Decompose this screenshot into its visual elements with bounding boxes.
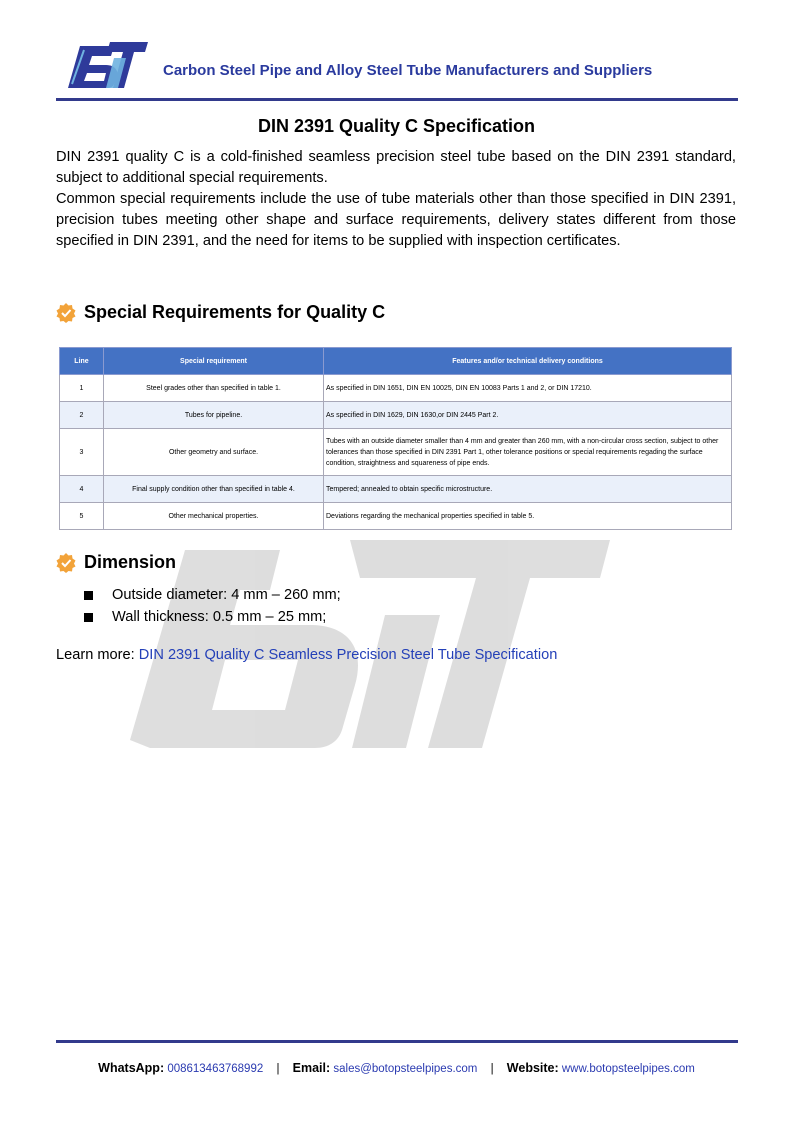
intro-paragraph: Common special requirements include the use of tube materials other than those specified in DIN 2391, precision tubes meeting other shape and surface requirements, delivery states different from those specified in DIN 2391, and the need for items to be supplied with inspection certificates. — [56, 191, 736, 249]
footer-separator: | — [490, 1063, 494, 1075]
table-header-row — [60, 348, 732, 375]
table-cell: Steel grades other than specified in table 1. — [104, 375, 324, 402]
section-heading-text: Special Requirements for Quality C — [84, 302, 386, 322]
intro-text — [56, 147, 736, 252]
table-cell: Tubes for pipeline. — [104, 402, 324, 429]
list-item-text: Wall thickness: 0.5 mm – 25 mm; — [112, 609, 327, 625]
table-cell: 3 — [60, 429, 104, 476]
footer-divider — [56, 1040, 738, 1043]
table-cell: 1 — [60, 375, 104, 402]
section-heading-dimension — [56, 552, 176, 573]
table-cell: Tubes with an outside diameter smaller than 4 mm and greater than 260 mm, with a non-circular cross section, subject to other tolerances than those specified in DIN 2391 Part 1, other tolerance positions or special requirements regading the surface condition, straightness and squareness of pipe ends. — [324, 429, 732, 476]
learn-more — [56, 647, 557, 663]
table-cell: Final supply condition other than specified in table 4. — [104, 476, 324, 503]
learn-more-link[interactable]: DIN 2391 Quality C Seamless Precision Steel Tube Specification — [138, 647, 558, 663]
section-heading-requirements — [56, 302, 385, 323]
table-cell: 5 — [60, 503, 104, 530]
list-item — [84, 584, 341, 606]
company-logo — [64, 40, 148, 90]
header-divider — [56, 98, 738, 101]
table-cell: As specified in DIN 1651, DIN EN 10025, DIN EN 10083 Parts 1 and 2, or DIN 17210. — [324, 375, 732, 402]
table-cell: 4 — [60, 476, 104, 503]
table-row — [60, 476, 732, 503]
website-label: Website: — [506, 1061, 559, 1075]
list-item — [84, 606, 341, 628]
table-cell: Tempered; annealed to obtain specific microstructure. — [324, 476, 732, 503]
table-cell: Other geometry and surface. — [104, 429, 324, 476]
footer-separator: | — [276, 1063, 280, 1075]
website-link[interactable]: www.botopsteelpipes.com — [561, 1063, 695, 1075]
square-bullet-icon — [84, 613, 93, 622]
whatsapp-number[interactable]: 008613463768992 — [167, 1063, 264, 1075]
learn-more-label: Learn more: — [56, 647, 139, 663]
check-badge-icon — [56, 303, 76, 323]
table-row — [60, 375, 732, 402]
square-bullet-icon — [84, 591, 93, 600]
table-cell: Other mechanical properties. — [104, 503, 324, 530]
table-cell: Deviations regarding the mechanical properties specified in table 5. — [324, 503, 732, 530]
table-row — [60, 402, 732, 429]
column-header: Special requirement — [104, 348, 324, 375]
document-title: DIN 2391 Quality C Specification — [257, 116, 536, 136]
footer-contact — [0, 1061, 793, 1075]
list-item-text: Outside diameter: 4 mm – 260 mm; — [112, 587, 341, 603]
table-row — [60, 503, 732, 530]
section-heading-text: Dimension — [84, 552, 177, 572]
check-badge-icon — [56, 553, 76, 573]
whatsapp-label: WhatsApp: — [98, 1061, 165, 1075]
column-header: Features and/or technical delivery conditions — [324, 348, 732, 375]
intro-paragraph: DIN 2391 quality C is a cold-finished seamless precision steel tube based on the DIN 2391 standard, subject to additional special requirements. — [56, 149, 736, 186]
requirements-table — [59, 347, 732, 530]
dimension-list — [84, 584, 341, 628]
table-cell: As specified in DIN 1629, DIN 1630,or DIN 2445 Part 2. — [324, 402, 732, 429]
email-label: Email: — [292, 1061, 331, 1075]
header-title: Carbon Steel Pipe and Alloy Steel Tube Manufacturers and Suppliers — [163, 62, 653, 79]
table-row — [60, 429, 732, 476]
table-cell: 2 — [60, 402, 104, 429]
column-header: Line — [60, 348, 104, 375]
email-link[interactable]: sales@botopsteelpipes.com — [333, 1063, 478, 1075]
